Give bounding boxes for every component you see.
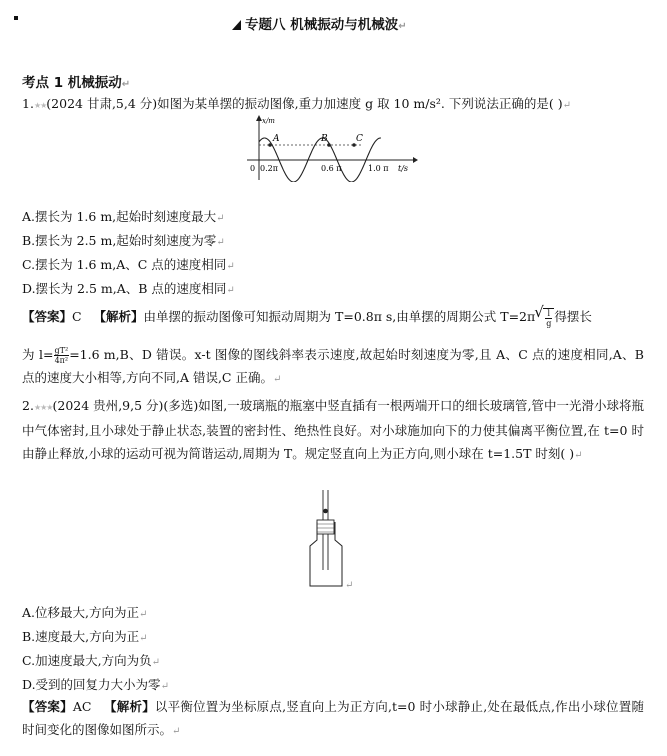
option-text: D.受到的回复力大小为零 [22, 677, 161, 692]
paragraph-mark: ↵ [345, 580, 354, 591]
q2-option-d [22, 675, 169, 693]
tick-label: 0.2π [260, 164, 278, 173]
paragraph-mark: ↵ [216, 213, 225, 224]
point-c-label: C [356, 134, 363, 144]
point-a-label: A [273, 134, 280, 144]
sqrt-numerator: √ l [545, 309, 552, 319]
y-axis-label: x/m [262, 117, 275, 125]
question-number: 2. [22, 398, 34, 413]
option-text: C.摆长为 1.6 m,A、C 点的速度相同 [22, 257, 227, 272]
length-fraction [54, 346, 70, 365]
paragraph-mark: ↵ [398, 21, 407, 32]
analysis-text: =1.6 m,B、D 错误。x-t 图像的图线斜率表示速度,故起始时刻速度为零,且 A、C 点的速度相同,A、B 点的速度大小相等,方向不同,A 错误,C 正确。 [22, 347, 644, 385]
question-source: (2024 贵州,9,5 分)(多选) [52, 398, 199, 413]
q2-option-b [22, 627, 148, 645]
option-text: D.摆长为 2.5 m,A、B 点的速度相同 [22, 281, 227, 296]
point-b-label: B [321, 134, 328, 144]
option-a [22, 207, 225, 225]
option-c [22, 255, 235, 273]
answer-label: 【答案】 [22, 309, 73, 324]
answer-value: C [72, 309, 82, 324]
ball-icon [323, 509, 328, 514]
paragraph-mark: ↵ [272, 374, 282, 385]
q2-answer-paragraph [22, 695, 644, 743]
triangle-icon [232, 20, 241, 30]
option-text: A.位移最大,方向为正 [22, 605, 139, 620]
paragraph-mark: ↵ [138, 609, 148, 620]
sqrt-denominator: g [546, 318, 552, 328]
section-title: 考点 1 机械振动 [22, 75, 122, 91]
point-b-marker [327, 143, 331, 147]
tick-label: 0.6 π [321, 164, 342, 173]
sqrt-expression [543, 308, 554, 328]
option-text: B.摆长为 2.5 m,起始时刻速度为零 [22, 233, 217, 248]
tick-label: 1.0 π [368, 164, 389, 173]
paragraph-mark: ↵ [121, 79, 131, 90]
option-d [22, 279, 235, 297]
option-text: B.速度最大,方向为正 [22, 629, 140, 644]
question-source: (2024 甘肃,5,4 分) [46, 96, 158, 111]
analysis-text: 为 l= [22, 347, 54, 362]
q2-option-c [22, 651, 160, 669]
analysis-label: 【解析】 [104, 699, 155, 714]
paragraph-mark: ↵ [172, 726, 181, 737]
option-text: C.加速度最大,方向为负 [22, 653, 152, 668]
bullet-mark [14, 16, 18, 20]
q2-option-a [22, 603, 147, 621]
question-text: 如图为某单摆的振动图像,重力加速度 g 取 10 m/s². 下列说法正确的是( ) [157, 96, 563, 111]
paragraph-mark: ↵ [226, 261, 235, 272]
analysis-label: 【解析】 [93, 309, 144, 324]
page-title [232, 13, 407, 33]
point-a-marker [268, 143, 272, 147]
option-text: A.摆长为 1.6 m,起始时刻速度最大 [22, 209, 217, 224]
section-heading [22, 71, 130, 91]
page-title-text: 专题八 机械振动与机械波 [245, 17, 399, 33]
analysis-text: 得摆长 [554, 309, 592, 324]
paragraph-mark: ↵ [216, 237, 225, 248]
paragraph-mark: ↵ [139, 633, 148, 644]
analysis-text: 由单摆的振动图像可知振动周期为 T=0.8π s,由单摆的周期公式 T=2π [143, 309, 536, 324]
question-2-stem [22, 394, 644, 467]
oscillation-graph [243, 114, 418, 182]
difficulty-stars-icon: ★★ [33, 101, 47, 110]
paragraph-mark: ↵ [160, 681, 169, 692]
option-b [22, 231, 225, 249]
answer-value: AC [72, 699, 92, 714]
paragraph-mark: ↵ [574, 450, 583, 461]
answer-label: 【答案】 [22, 699, 73, 714]
time-axis-arrow-icon [413, 157, 418, 163]
paragraph-mark: ↵ [151, 657, 160, 668]
paragraph-mark: ↵ [226, 285, 235, 296]
answer-line [22, 307, 592, 328]
question-number: 1. [22, 96, 34, 111]
question-text: 如图,一玻璃瓶的瓶塞中竖直插有一根两端开口的细长玻璃管,管中一光滑小球将瓶中气体密封,且小球处于静止状态,装置的密封性、绝热性良好。对小球施加向下的力使其偏离平衡位置,在 t=0 时由静止释放,小球的运动可视为简谐运动,周期为 T。规定竖直向上为正方向,则小球在 t=1.5T 时刻( ) [22, 398, 645, 461]
origin-label: 0 [250, 164, 256, 173]
difficulty-stars-icon: ★★★ [33, 403, 53, 412]
paragraph-mark: ↵ [562, 100, 571, 111]
analysis-text: 以平衡位置为坐标原点,竖直向上为正方向,t=0 时小球静止,处在最低点,作出小球位置随时间变化的图像如图所示。 [22, 699, 644, 737]
fraction-numerator: gT² [54, 346, 69, 355]
question-1-stem [22, 94, 571, 112]
analysis-paragraph [22, 343, 644, 391]
bottle-apparatus-figure [306, 488, 366, 594]
fraction-denominator: 4π² [54, 356, 69, 365]
x-axis-label: t/s [398, 164, 409, 173]
